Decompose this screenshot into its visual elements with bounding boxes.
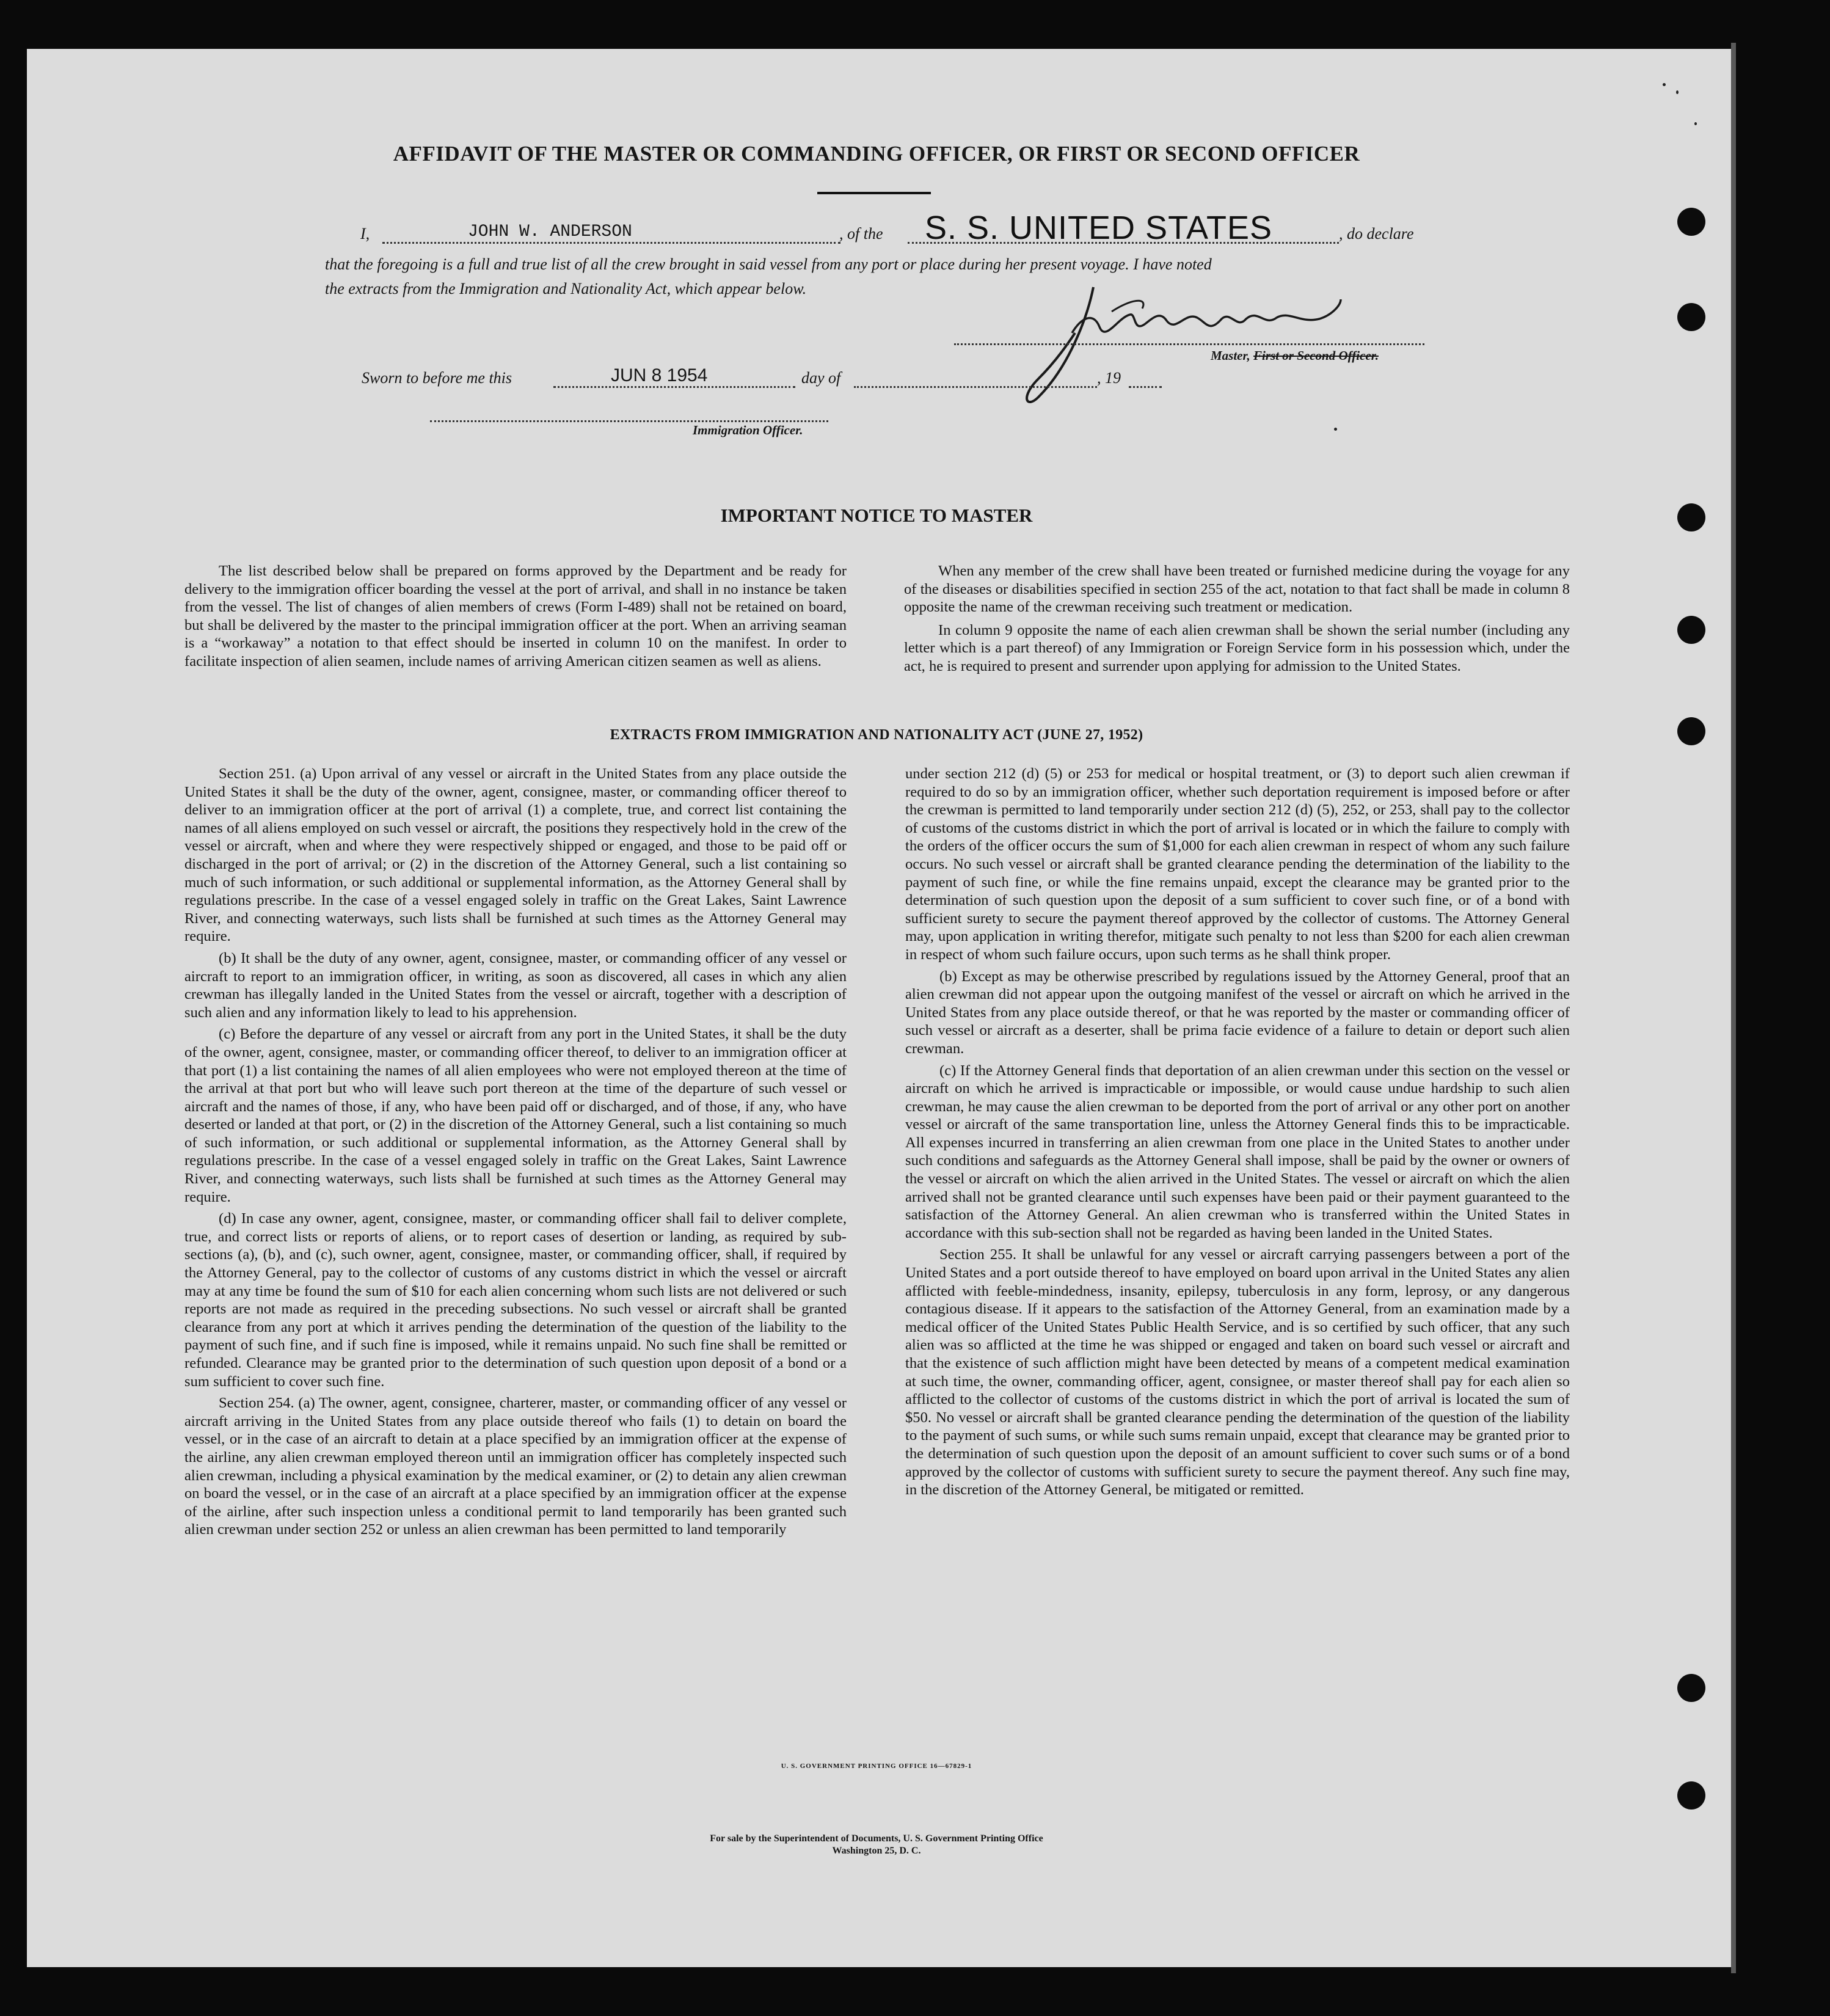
sworn-date-field[interactable] (553, 365, 795, 388)
scan-speck (1694, 122, 1697, 125)
sworn-label: Sworn to before me this (362, 369, 512, 387)
decl-line-3: the extracts from the Immigration and Nationality Act, which appear below. (325, 280, 807, 298)
for-sale-line-1: For sale by the Superintendent of Documents, U. S. Government Printing Office (710, 1833, 1043, 1844)
scan-speck (1334, 428, 1337, 431)
notice-right-column (904, 562, 1570, 679)
title-rule (817, 192, 931, 194)
notice-paragraph: The list described below shall be prepared on forms approved by the Department and be ready for delivery to the immigration officer boarding the vessel at the port of arrival, and shall in no instance be taken from the vessel. The list of changes of alien members of crews (Form I-489) shall not be retained on board, but shall be delivered by the master to the principal immigration officer at the port. When an arriving seaman is a “workaway” a notation to that effect should be inserted in column 10 on the manifest. In order to facilitate inspection of alien seamen, include names of arriving American citizen seamen as well as aliens. (184, 563, 847, 670)
scan-speck (1663, 83, 1666, 86)
day-of-label: day of (801, 369, 841, 387)
signature-line (954, 337, 1424, 345)
extracts-title: EXTRACTS FROM IMMIGRATION AND NATIONALITY ACT (JUNE 27, 1952) (610, 727, 1143, 743)
notice-paragraph: In column 9 opposite the name of each alien crewman shall be shown the serial number (including any letter which is a part thereof) of any Immigration or Foreign Service form in his possession which, under the act, he is required to present and surrender upon applying for admission to the United States. (904, 621, 1570, 674)
signer-caption-master: Master, (1211, 348, 1250, 363)
master-name-field[interactable] (382, 221, 840, 244)
binder-hole (1677, 616, 1705, 644)
extract-paragraph: Section 254. (a) The owner, agent, consignee, charterer, master, or commanding officer of any vessel or aircraft arriving in the United States from any place outside thereof who fails (1) to detain on board the vessel, or in the case of an aircraft to detain at a place specified by an immigration officer at the expense of the airline, any alien crewman employed thereon until an immigration officer has completely inspected such alien crewman, including a physical examination by the medical examiner, or (2) to detain any alien crewman on board the vessel, or in the case of an aircraft at a place specified by an immigration officer at the expense of the airline, after such inspection unless a conditional permit to land temporarily has been granted such alien crewman under section 252 or unless an alien crewman has been permitted to land temporarily (184, 1395, 847, 1538)
decl-of-the-label: , of the (839, 225, 883, 243)
extract-paragraph: (c) If the Attorney General finds that deportation of an alien crewman under this section on the vessel or aircraft on which he arrived is impracticable or impossible, or would cause undue hardship to such alien crewman, he may cause the alien crewman to be deported from the port of arrival or any other port on another vessel or aircraft of the same transportation line, unless the Attorney General finds this to be impracticable. All expenses incurred in transferring an alien crewman from one place in the United States to another under such conditions and safeguards as the Attorney General shall impose, shall be paid by the owner or owners of the vessel or aircraft on which the alien arrived in the United States. The vessel or aircraft on which the alien arrived shall not be granted clearance until such expenses have been paid or their payment guaranteed to the satisfaction of the Attorney General. An alien crewman who is transferred within the United States in accordance with this sub-section shall not be regarded as having been landed in the United States. (905, 1062, 1570, 1241)
extract-paragraph: (b) It shall be the duty of any owner, agent, consignee, master, or commanding officer of any vessel or aircraft to report to an immigration officer, in writing, as soon as discovered, all cases in which any alien crewman has illegally landed in the United States from the vessel or aircraft, together with a description of such alien and any information likely to lead to his apprehension. (184, 949, 847, 1021)
extract-paragraph: (b) Except as may be otherwise prescribed by regulations issued by the Attorney General, proof that an alien crewman did not appear upon the outgoing manifest of the vessel or aircraft on which he arrived in the United States from any place outside thereof, or that he was reported by the master or commanding officer of such vessel or aircraft as a deserter, shall be prima facie evidence of a failure to detain or deport such alien crewman. (905, 968, 1570, 1057)
binder-hole (1677, 208, 1705, 236)
scan-speck (1676, 90, 1679, 94)
for-sale-line-2: Washington 25, D. C. (832, 1846, 921, 1856)
extract-paragraph: under section 212 (d) (5) or 253 for medical or hospital treatment, or (3) to deport such alien crewman if required to do so by an immigration officer, whether such deportation requirement is imposed before or after the crewman is permitted to land temporarily under section 212 (d) (5), 252, or 253, shall pay to the collector of customs of the customs district in which the port of arrival is located or in which the failure to comply with the orders of the officer occurs the sum of $1,000 for each alien crewman in respect of whom any such failure occurs. No such vessel or aircraft shall be granted clearance pending the determination of the liability to the payment of such fine, or while the fine remains unpaid, except the clearance may be granted prior to the determination of such question upon the deposit of a sum sufficient to cover such fine, or of a bond with sufficient surety to secure the payment thereof approved by the collector of customs. The Attorney General may, upon application in writing therefor, mitigate such penalty to not less than $200 for each alien crewman in respect of whom such failure occurs, upon such terms as he shall think proper. (905, 765, 1570, 963)
vessel-name-field[interactable] (908, 210, 1339, 246)
year-field[interactable] (1129, 365, 1162, 388)
decl-do-declare-label: , do declare (1339, 225, 1414, 243)
affidavit-title: AFFIDAVIT OF THE MASTER OR COMMANDING OFFICER, OR FIRST OR SECOND OFFICER (393, 142, 1360, 166)
signer-caption-struck: First or Second Officer. (1253, 348, 1379, 363)
immigration-officer-line[interactable] (430, 408, 828, 422)
binder-hole (1677, 303, 1705, 331)
master-signature (1002, 275, 1368, 415)
notice-left-column (184, 562, 847, 674)
month-field[interactable] (854, 365, 1097, 388)
signer-caption (1211, 348, 1379, 363)
extract-paragraph: Section 251. (a) Upon arrival of any vessel or aircraft in the United States from any place outside the United States it shall be the duty of the owner, agent, consignee, master, or commanding officer thereof to deliver to an immigration officer at the port of arrival (1) a complete, true, and correct list containing the names of all aliens employed on such vessel or aircraft, the positions they respectively hold in the crew of the vessel or aircraft, when and where they were respectively shipped or engaged, and those to be paid off or discharged in the port of arrival; or (2) in the discretion of the Attorney General, such a list containing so much of such information, or such additional or supplemental information, as the Attorney General shall by regulations prescribe. In the case of a vessel engaged solely in traffic on the Great Lakes, Saint Lawrence River, and connecting waterways, such lists shall be furnished at such times as the Attorney General may require. (184, 765, 847, 945)
binder-hole (1677, 1674, 1705, 1702)
extract-paragraph: Section 255. It shall be unlawful for any vessel or aircraft carrying passengers between a port of the United States and a port outside thereof to have employed on board upon arrival in the United States any alien afflicted with feeble-mindedness, insanity, epilepsy, tuberculosis in any form, leprosy, or any dangerous contagious disease. If it appears to the satisfaction of the Attorney General, from an examination made by a medical officer of the United States Public Health Service, and is so certified by such officer, that any such alien was so afflicted at the time he was shipped or engaged and taken on board such vessel or aircraft and that the existence of such affliction might have been detected by means of a competent medical examination at such time, the owner, commanding officer, agent, consignee, or master thereof shall pay for each alien so afflicted to the collector of customs of the customs district in which the port of arrival is located the sum of $50. No vessel or aircraft shall be granted clearance pending the determination of the question of the liability to the payment of such sums, or while such sums remain unpaid, except that clearance may be granted prior to the determination of such question upon the deposit of an amount sufficient to cover such sums or of a bond approved by the collector of customs with sufficient surety to secure the payment thereof. Any such fine may, in the discretion of the Attorney General, be mitigated or remitted. (905, 1246, 1570, 1499)
extract-paragraph: (c) Before the departure of any vessel or aircraft from any port in the United States, it shall be the duty of the owner, agent, consignee, master, or commanding officer thereof, to deliver to an immigration officer at that port (1) a list containing the names of all alien employees who were not employed thereon at the time of the arrival at that port but who will leave such port thereon at the time of the departure of such vessel or aircraft and the names of those, if any, who have been paid off or discharged, and of those, if any, who have deserted or landed at that port, or (2) in the discretion of the Attorney General, such a list containing so much of such information, or such additional or supplemental information, as the Attorney General shall by regulations prescribe. In the case of a vessel engaged solely in traffic on the Great Lakes, Saint Lawrence River, and connecting waterways, such lists shall be furnished at such times as the Attorney General may require. (184, 1026, 847, 1205)
decl-line-2: that the foregoing is a full and true list of all the crew brought in said vessel from any port or place during her present voyage. I have noted (325, 255, 1212, 273)
printer-imprint: U. S. GOVERNMENT PRINTING OFFICE 16—67829-1 (781, 1762, 972, 1770)
page-edge-shadow (1731, 43, 1736, 1973)
for-sale-notice (0, 1833, 1753, 1857)
extracts-right-column (905, 765, 1570, 1503)
notice-paragraph: When any member of the crew shall have been treated or furnished medicine during the voyage for any of the diseases or disabilities specified in section 255 of the act, notation to that fact shall be made in column 8 opposite the name of the crewman receiving such treatment or medication. (904, 563, 1570, 616)
master-name-value: JOHN W. ANDERSON (468, 222, 632, 241)
notice-title: IMPORTANT NOTICE TO MASTER (720, 505, 1033, 526)
sworn-date-stamp: JUN 8 1954 (611, 365, 708, 385)
extract-paragraph: (d) In case any owner, agent, consignee, master, or commanding officer shall fail to deliver complete, true, and correct lists or reports of aliens, or to report cases of desertion or landing, as required by sub-sections (a), (b), and (c), such owner, agent, consignee, master, or commanding officer, shall, if required by the Attorney General, pay to the collector of customs of any customs district in which the vessel or aircraft may at any time be found the sum of $10 for each alien concerning whom such lists are not delivered or such reports are not made as required in the preceding subsections. No such vessel or aircraft shall be granted clearance from any port at which it arrives pending the determination of the question of the liability to the payment of such fine, and if such fine is imposed, while it remains unpaid. No such fine shall be remitted or refunded. Clearance may be granted prior to the determination of such question upon deposit of a bond or a sum sufficient to cover such fine. (184, 1210, 847, 1390)
immigration-officer-caption: Immigration Officer. (693, 423, 803, 437)
binder-hole (1677, 1781, 1705, 1810)
extracts-left-column (184, 765, 847, 1543)
decl-i-label: I, (360, 225, 370, 243)
year-prefix-label: , 19 (1097, 369, 1121, 387)
vessel-name-value: S. S. UNITED STATES (925, 210, 1273, 246)
